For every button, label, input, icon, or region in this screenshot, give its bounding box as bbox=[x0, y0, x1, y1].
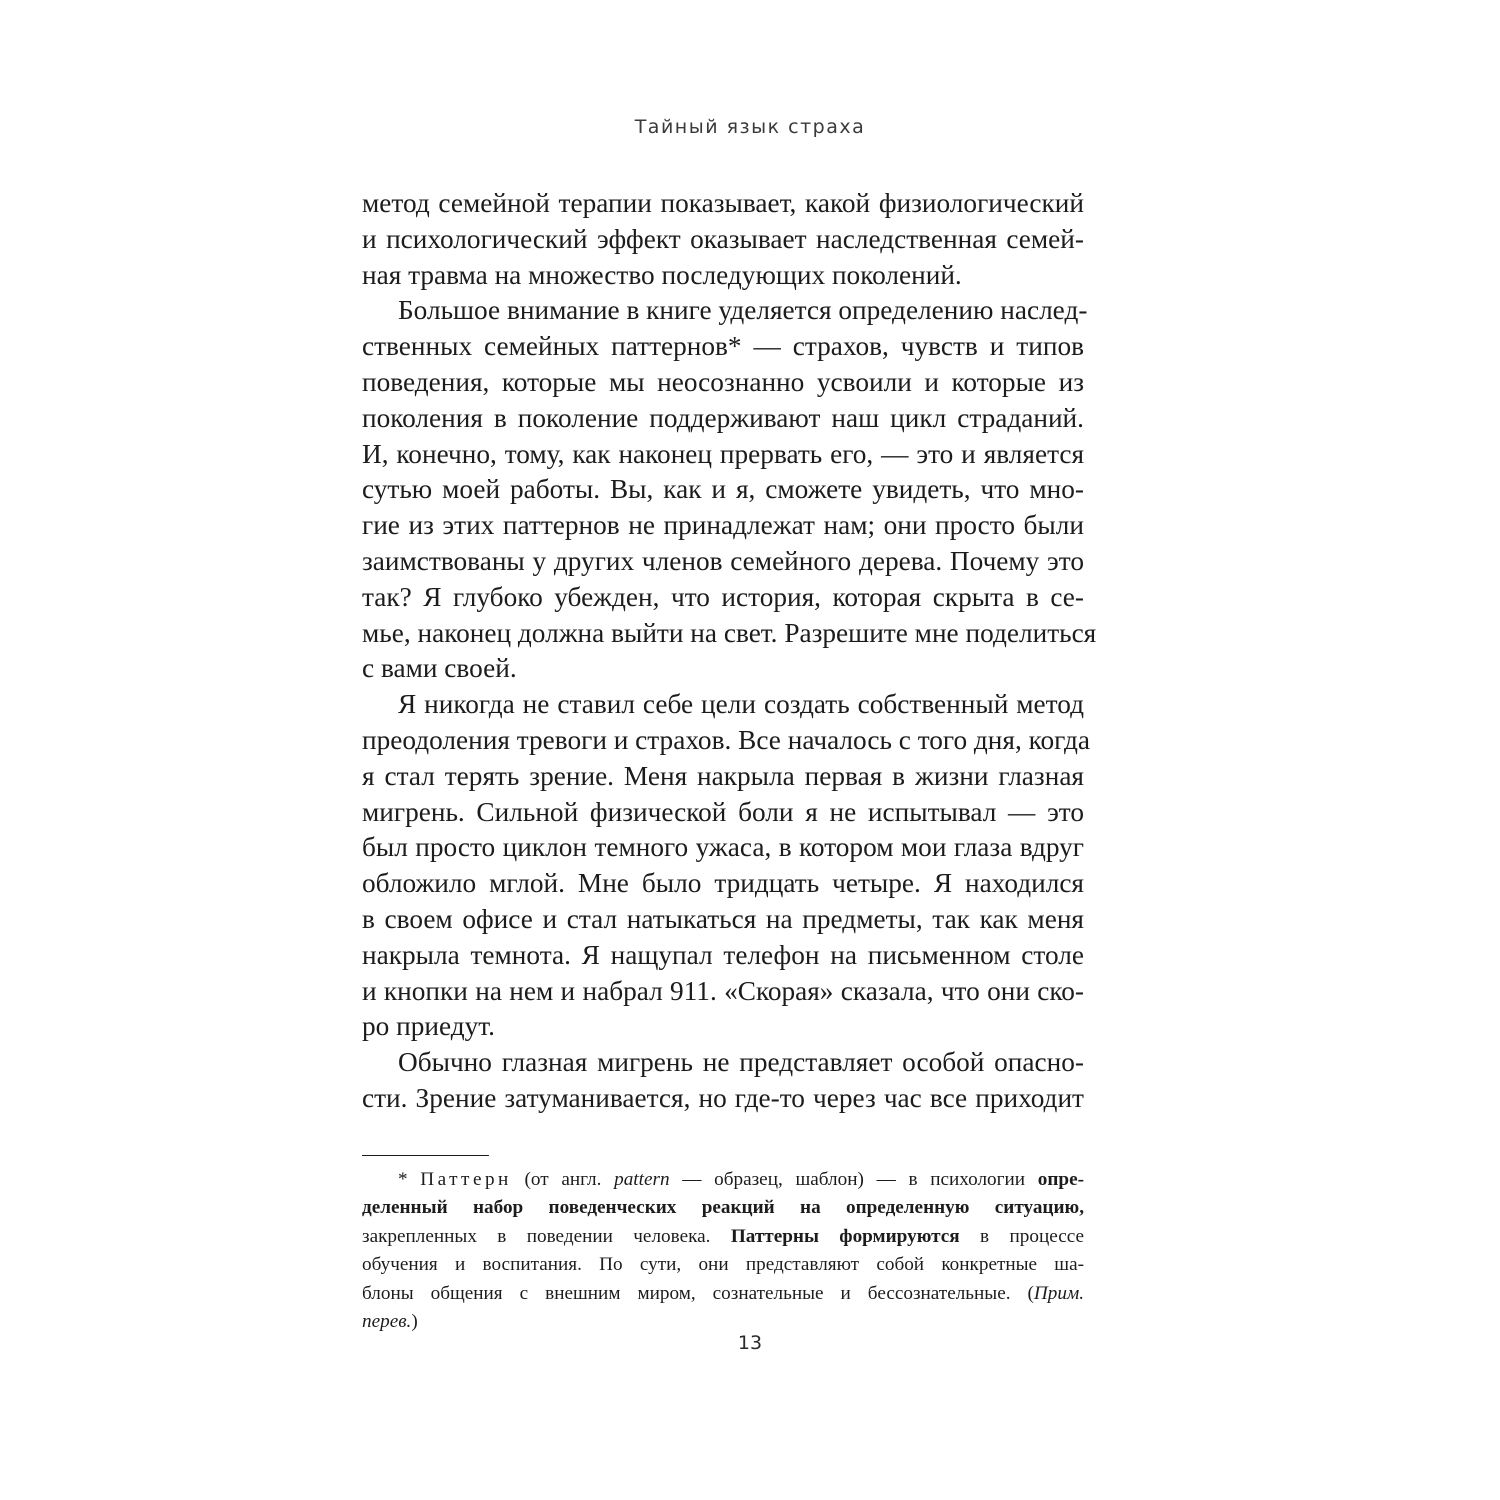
footnote-text: в процессе bbox=[959, 1225, 1085, 1247]
footnote-line bbox=[362, 1166, 1084, 1194]
footnote-line: обучения и воспитания. По сути, они представляют собой конкретные ша- bbox=[362, 1254, 1084, 1276]
text-line: Я никогда не ставил себе цели создать собственный метод bbox=[398, 689, 1084, 720]
text-line: так? Я глубоко убежден, что история, которая скрыта в се- bbox=[362, 581, 1084, 612]
footnote-marker: * bbox=[398, 1169, 421, 1190]
footnote-italic: pattern bbox=[614, 1169, 670, 1190]
footnote-line bbox=[362, 1280, 1084, 1308]
footnote-bold: опре- bbox=[1037, 1169, 1084, 1190]
paragraph-1 bbox=[362, 186, 1084, 293]
text-line: сти. Зрение затуманивается, но где-то через час все приходит bbox=[362, 1082, 1084, 1113]
page-number: 13 bbox=[737, 1332, 763, 1354]
footnote-divider bbox=[362, 1155, 489, 1156]
text-line: сутью моей работы. Вы, как и я, сможете увидеть, что мно- bbox=[362, 474, 1084, 505]
text-line: ро приедут. bbox=[362, 1011, 495, 1042]
text-line: гие из этих паттернов не принадлежат нам; они просто были bbox=[362, 510, 1084, 541]
text-line: и психологический эффект оказывает наследственная семей- bbox=[362, 223, 1084, 254]
footnote-term: Паттерн bbox=[420, 1169, 512, 1190]
text-line: заимствованы у других членов семейного дерева. Почему это bbox=[362, 545, 1084, 576]
body-text bbox=[362, 186, 1097, 1117]
footnote-text: блоны общения с внешним миром, сознательные и бессознательные. ( bbox=[362, 1282, 1034, 1304]
text-line: я стал терять зрение. Меня накрыла первая в жизни глазная bbox=[362, 760, 1084, 791]
text-line: в своем офисе и стал натыкаться на предметы, так как меня bbox=[362, 903, 1084, 934]
text-line: поведения, которые мы неосознанно усвоили и которые из bbox=[362, 366, 1084, 397]
text-line: накрыла темнота. Я нащупал телефон на письменном столе bbox=[362, 939, 1084, 970]
footnote-text: закрепленных в поведении человека. bbox=[362, 1225, 731, 1247]
footnote-bold: Паттерны формируются bbox=[730, 1225, 960, 1247]
footnote bbox=[362, 1166, 1084, 1336]
paragraph-2 bbox=[362, 293, 1097, 687]
footnote-bold: деленный набор поведенческих реакций на определенную ситуацию, bbox=[362, 1197, 1084, 1219]
text-line: Большое внимание в книге уделяется определению наслед- bbox=[398, 295, 1088, 326]
text-line: мигрень. Сильной физической боли я не испытывал — это bbox=[362, 796, 1084, 827]
footnote-italic: Прим. bbox=[1033, 1282, 1084, 1304]
text-line: с вами своей. bbox=[362, 653, 517, 684]
paragraph-4 bbox=[362, 1045, 1084, 1117]
running-head: Тайный язык страха bbox=[634, 116, 866, 138]
text-line: обложило мглой. Мне было тридцать четыре. Я находился bbox=[362, 868, 1084, 899]
footnote-line bbox=[362, 1223, 1084, 1251]
text-line: и кнопки на нем и набрал 911. «Скорая» сказала, что они ско- bbox=[362, 975, 1084, 1006]
text-line: ная травма на множество последующих поколений. bbox=[362, 259, 962, 290]
paragraph-3 bbox=[362, 687, 1090, 1045]
text-line: метод семейной терапии показывает, какой физиологический bbox=[362, 188, 1084, 218]
text-line: преодоления тревоги и страхов. Все началось с того дня, когда bbox=[362, 724, 1090, 755]
text-line: Обычно глазная мигрень не представляет особой опасно- bbox=[398, 1047, 1084, 1078]
footnote-text: — образец, шаблон) — в психологии bbox=[669, 1169, 1038, 1190]
footnote-text: ) bbox=[411, 1311, 418, 1333]
footnote-text: (от англ. bbox=[511, 1169, 615, 1190]
text-line: был просто циклон темного ужаса, в котором мои глаза вдруг bbox=[362, 832, 1084, 863]
footnote-line bbox=[362, 1194, 1084, 1222]
text-line: поколения в поколение поддерживают наш цикл страданий. bbox=[362, 402, 1084, 433]
text-line: И, конечно, тому, как наконец прервать его, — это и является bbox=[362, 438, 1084, 469]
text-line: ственных семейных паттернов* — страхов, чувств и типов bbox=[362, 331, 1084, 362]
text-line: мье, наконец должна выйти на свет. Разрешите мне поделиться bbox=[362, 617, 1097, 648]
footnote-italic: перев. bbox=[362, 1311, 412, 1333]
